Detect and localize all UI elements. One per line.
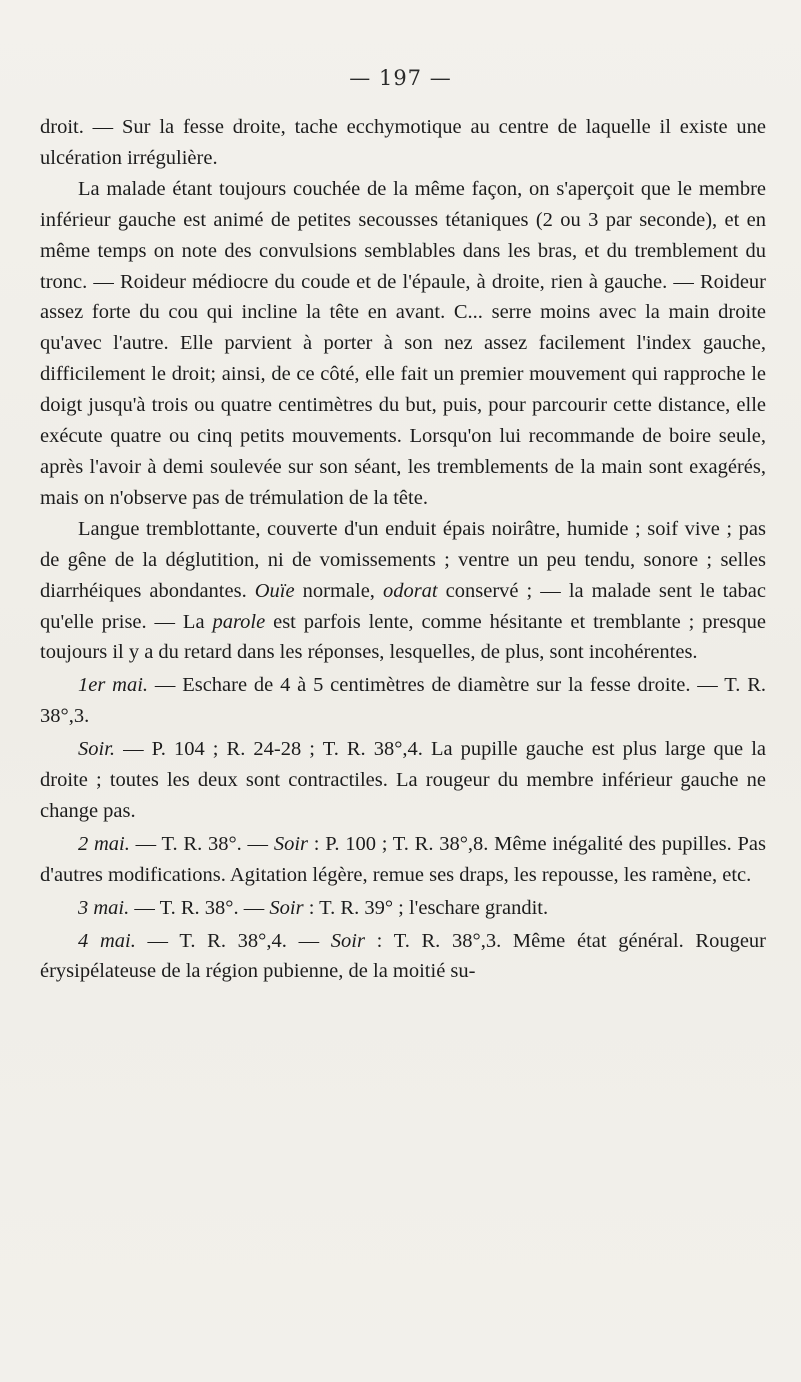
paragraph-clinical-exam: La malade étant toujours couchée de la même façon, on s'aperçoit que le membre inférieur gauche est animé de petites secousses tétaniques (2 ou 3 par seconde), et en même temps on note des convulsions semblables dans les bras, et du tremblement du tronc. — Roideur médiocre du coude et de l'épaule, à droite, rien à gauche. — Roideur assez forte du cou qui incline la tête en avant. C... serre moins avec la main droite qu'avec l'autre. Elle parvient à porter à son nez assez facilement l'index gauche, difficilement le droit; ainsi, de ce côté, elle fait un premier mouvement qui rapproche le doigt jusqu'à trois ou quatre centimètres du but, puis, pour parcourir cette distance, elle exécute quatre ou cinq petits mouvements. Lorsqu'on lui recommande de boire seule, après l'avoir à demi soulevée sur son séant, les tremblements de la main sont exagérés, mais on n'observe pas de trémulation de la tête. <box>40 177 766 509</box>
paragraph-symptoms-part: conservé ; — la malade sent le tabac qu'elle prise. — La <box>40 579 766 633</box>
entry-evening-label: Soir <box>330 929 365 952</box>
italic-term: Ouïe <box>254 579 295 602</box>
entry-evening-label: Soir <box>269 896 304 919</box>
entry-text: — T. R. 38°. — <box>129 832 274 855</box>
entry-date: 4 mai. <box>78 929 136 952</box>
page-number: — 197 — <box>349 66 452 90</box>
entry-text: — T. R. 38°. — <box>129 896 270 919</box>
entry-text: — Eschare de 4 à 5 centimètres de diamètre sur la fesse droite. — T. R. 38°,3. <box>40 674 767 728</box>
entry-text: : T. R. 38°,3. Même état général. Rougeur érysipélateuse de la région pubienne, de la moitié su- <box>40 929 767 983</box>
paragraph-symptoms-part: normale, <box>294 579 383 602</box>
paragraph-symptoms <box>40 514 766 669</box>
entry-may-4 <box>40 926 766 988</box>
entry-text: : P. 100 ; T. R. 38°,8. Même inégalité des pupilles. Pas d'autres modifications. Agitation légère, remue ses draps, les repousse, les ramène, etc. <box>40 832 766 886</box>
paragraph-symptoms-part: est parfois lente, comme hésitante et tremblante ; presque toujours il y a du retard dans les réponses, lesquelles, de plus, sont incohérentes. <box>40 610 766 664</box>
entry-date: 2 mai. <box>78 832 130 855</box>
entry-may-1 <box>40 670 766 732</box>
entry-may-2 <box>40 829 766 891</box>
entry-text: — P. 104 ; R. 24-28 ; T. R. 38°,4. La pupille gauche est plus large que la droite ; toutes les deux sont contractiles. La rougeur du membre inférieur gauche ne change pas. <box>40 738 766 822</box>
italic-term: odorat <box>382 579 438 602</box>
entry-may-1-evening <box>40 734 766 827</box>
entry-date: 3 mai. <box>78 896 130 919</box>
italic-term: parole <box>212 610 266 633</box>
paragraph-symptoms-part: Langue tremblottante, couverte d'un enduit épais noirâtre, humide ; soif vive ; pas de gêne de la déglutition, ni de vomissements ; ventre un peu tendu, sonore ; selles diarrhéiques abondantes. <box>40 517 766 602</box>
entry-date: 1er mai. <box>78 674 149 697</box>
entry-text: — T. R. 38°,4. — <box>135 929 331 952</box>
entry-text: : T. R. 39° ; l'eschare grandit. <box>303 896 549 919</box>
body-text <box>40 112 766 987</box>
paragraph-continuation: droit. — Sur la fesse droite, tache ecchymotique au centre de laquelle il existe une ulcération irrégulière. <box>40 116 766 169</box>
entry-date: Soir. <box>78 738 116 761</box>
entry-evening-label: Soir <box>273 832 308 855</box>
entry-may-3 <box>40 893 766 924</box>
